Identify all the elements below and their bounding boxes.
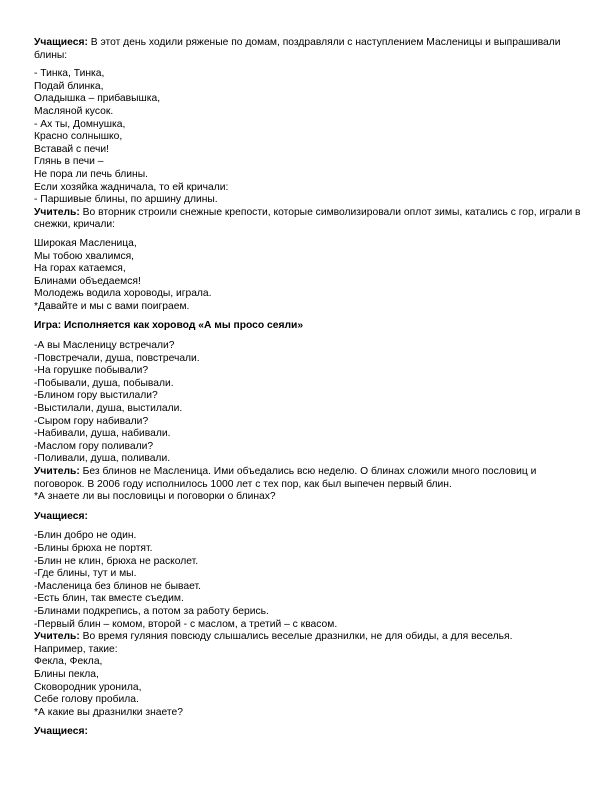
speaker-label: Учитель: xyxy=(34,631,80,643)
speaker-heading: Учащиеся: xyxy=(34,726,88,738)
paragraph-text: В этот день ходили ряженые по домам, поздравляли с наступлением Масленицы и выпрашивали блины: xyxy=(34,37,561,61)
verse-line: -Сыром гору набивали? xyxy=(34,415,149,427)
verse-line: -Выстилали, душа, выстилали. xyxy=(34,403,183,415)
verse-line: Если хозяйка жадничала, то ей кричали: xyxy=(34,181,229,193)
paragraph-text: Во вторник строили снежные крепости, которые символизировали оплот зимы, катались с гор, играли в снежки, кричали: xyxy=(34,206,581,231)
verse-line: - Паршивые блины, по аршину длины. xyxy=(34,194,218,206)
verse-line: *А знаете ли вы пословицы и поговорки о блинах? xyxy=(34,491,276,503)
verse-line: Оладышка – прибавышка, xyxy=(34,93,161,105)
verse-line: *А какие вы дразнилки знаете? xyxy=(34,706,183,718)
paragraph-students-intro xyxy=(34,37,582,62)
speaker-label: Учитель: xyxy=(34,206,80,218)
verse-line: Фекла, Фекла, xyxy=(34,656,103,668)
verse-line: - Тинка, Тинка, xyxy=(34,68,105,80)
verse-line: -Повстречали, душа, повстречали. xyxy=(34,352,200,364)
verse-line: На горах катаемся, xyxy=(34,263,126,275)
paragraph-text: Без блинов не Масленица. Ими объедались всю неделю. О блинах сложили много пословиц и поговорок. В 2006 году исполнилось 1000 лет с тех пор, как был выпечен первый блин. xyxy=(34,466,537,490)
paragraph-teacher-blini xyxy=(34,466,582,491)
proverb-line: -Блинами подкрепись, а потом за работу берись. xyxy=(34,605,269,617)
verse-line: Например, такие: xyxy=(34,643,118,655)
speaker-label: Учащиеся: xyxy=(34,37,88,48)
document-page xyxy=(34,37,582,739)
proverb-line: -Где блины, тут и мы. xyxy=(34,568,137,580)
proverb-list xyxy=(34,530,582,631)
verse-line: Мы тобою хвалимся, xyxy=(34,250,135,262)
verse-line: Масляной кусок. xyxy=(34,105,114,117)
proverb-line: -Есть блин, так вместе съедим. xyxy=(34,593,184,605)
paragraph-teacher-tuesday xyxy=(34,207,582,232)
verse-block xyxy=(34,68,582,207)
proverb-line: -Блин добро не один. xyxy=(34,530,137,542)
verse-line: - Ах ты, Домнушка, xyxy=(34,118,126,130)
verse-line: *Давайте и мы с вами поиграем. xyxy=(34,300,190,312)
verse-line: Подай блинка, xyxy=(34,80,104,92)
verse-line: -Блином гору выстилали? xyxy=(34,390,158,402)
proverb-line: -Масленица без блинов не бывает. xyxy=(34,580,201,592)
verse-line: Блины пекла, xyxy=(34,668,99,680)
verse-line: Сковородник уронила, xyxy=(34,681,142,693)
verse-line: Молодежь водила хороводы, играла. xyxy=(34,288,212,300)
verse-block xyxy=(34,238,582,314)
verse-line: Вставай с печи! xyxy=(34,143,109,155)
speaker-heading: Учащиеся: xyxy=(34,510,88,522)
verse-line: -Побывали, душа, побывали. xyxy=(34,377,174,389)
verse-line: -А вы Масленицу встречали? xyxy=(34,340,175,352)
proverb-line: -Первый блин – комом, второй - с маслом, а третий – с квасом. xyxy=(34,618,338,630)
verse-line: Красно солнышко, xyxy=(34,131,123,143)
verse-line: -Набивали, душа, набивали. xyxy=(34,428,171,440)
verse-block xyxy=(34,644,582,720)
verse-line: Широкая Масленица, xyxy=(34,237,137,249)
proverb-line: -Блин не клин, брюха не расколет. xyxy=(34,555,199,567)
proverb-line: -Блины брюха не портят. xyxy=(34,542,153,554)
game-heading: Игра: Исполняется как хоровод «А мы просо сеяли» xyxy=(34,320,304,332)
verse-line: Не пора ли печь блины. xyxy=(34,168,148,180)
verse-line: Глянь в печи – xyxy=(34,156,104,168)
paragraph-text: Во время гуляния повсюду слышались веселые дразнилки, не для обиды, а для веселья. xyxy=(79,631,513,643)
verse-line: -Маслом гору поливали? xyxy=(34,440,154,452)
verse-line: -На горушке побывали? xyxy=(34,365,149,377)
speaker-label: Учитель: xyxy=(34,466,80,477)
paragraph-teacher-teasers xyxy=(34,631,582,644)
verse-line: Блинами объедаемся! xyxy=(34,275,141,287)
verse-block xyxy=(34,340,582,466)
verse-line: Себе голову пробила. xyxy=(34,694,139,706)
verse-line: -Поливали, душа, поливали. xyxy=(34,453,171,465)
